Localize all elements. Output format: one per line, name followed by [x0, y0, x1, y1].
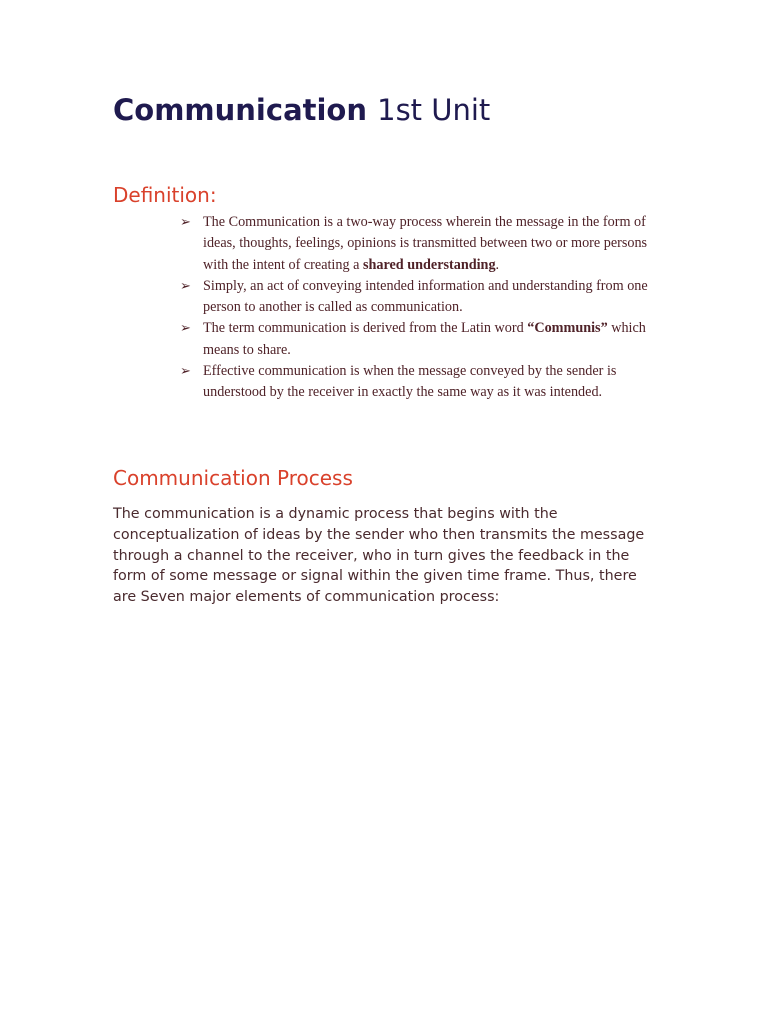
definition-item	[180, 212, 660, 276]
process-heading: Communication Process	[113, 466, 353, 490]
definition-heading: Definition:	[113, 183, 217, 207]
definition-item-text: Simply, an act of conveying intended information and understanding from one person to another is called as communication.	[203, 277, 648, 316]
definition-item-text: The Communication is a two-way process wherein the message in the form of ideas, thoughts, feelings, opinions is transmitted between two or more persons with the intent of creating a	[203, 214, 648, 273]
definition-item-text: Effective communication is when the message conveyed by the sender is understood by the receiver in exactly the same way as it was intended.	[203, 363, 617, 401]
title-subtitle: 1st Unit	[377, 93, 491, 127]
definition-item-after: which means to share.	[203, 320, 646, 358]
arrow-bullet-icon: ➢	[180, 364, 191, 380]
definition-item	[180, 318, 660, 361]
definition-item-bold: shared understanding	[362, 256, 496, 273]
page-title	[113, 90, 490, 130]
arrow-bullet-icon: ➢	[180, 278, 191, 294]
definition-item-after: .	[495, 256, 500, 273]
process-paragraph: The communication is a dynamic process that begins with the conceptualization of ideas by the sender who then transmits the message through a channel to the receiver, who in turn gives the feedback in the form of some message or signal within the given time frame. Thus, there are Seven major elements of communication process:	[113, 506, 645, 606]
definition-item	[180, 361, 660, 404]
definition-item	[180, 276, 660, 319]
arrow-bullet-icon: ➢	[180, 321, 191, 337]
definition-item-text: The term communication is derived from the Latin word	[203, 320, 528, 337]
definition-item-bold: “Communis”	[527, 320, 608, 337]
definition-list	[180, 212, 660, 404]
title-main: Communication	[113, 93, 368, 127]
arrow-bullet-icon: ➢	[180, 215, 191, 230]
